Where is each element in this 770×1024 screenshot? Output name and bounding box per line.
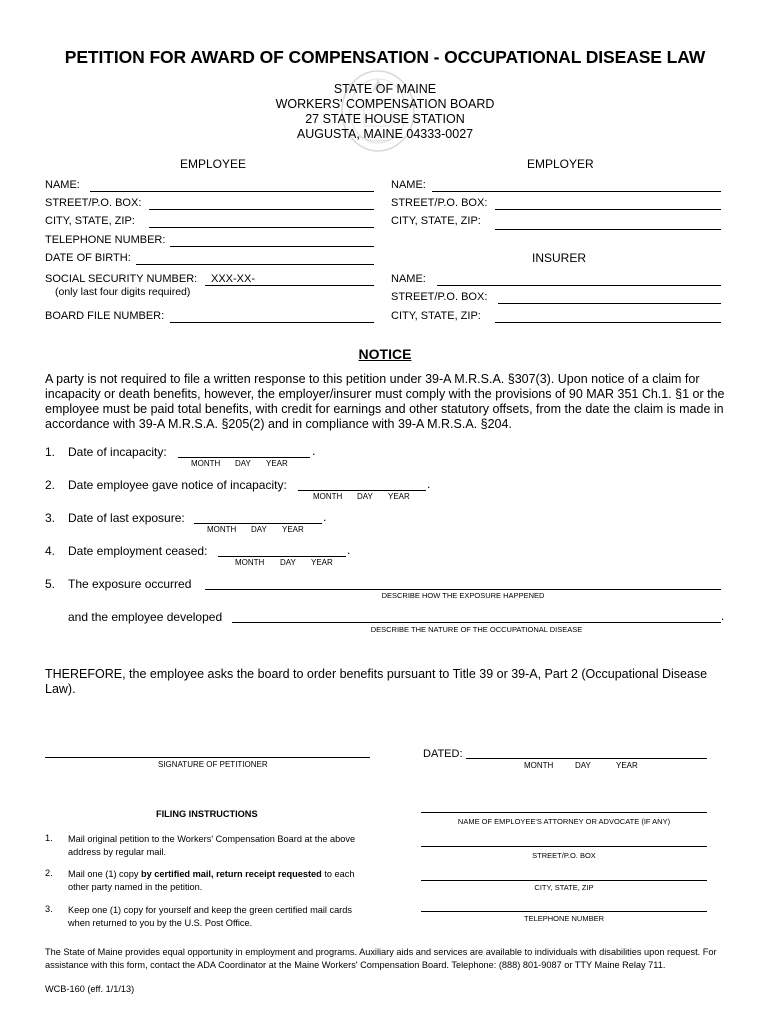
disease-developed-label: and the employee developed bbox=[68, 610, 223, 624]
filing-item-1-number: 1. bbox=[45, 833, 53, 843]
date-month-label: MONTH bbox=[207, 525, 237, 534]
attorney-city-field[interactable] bbox=[421, 880, 707, 881]
item-4-period: . bbox=[347, 543, 351, 557]
dated-field[interactable] bbox=[466, 758, 707, 759]
filing-item-3-number: 3. bbox=[45, 904, 53, 914]
date-year-label: YEAR bbox=[282, 525, 304, 534]
item-2-number: 2. bbox=[45, 478, 56, 492]
employer-city-label: CITY, STATE, ZIP: bbox=[391, 215, 481, 227]
filing-item-1-text: Mail original petition to the Workers' Compensation Board at the above address by regular mail. bbox=[68, 834, 356, 857]
date-day-label: DAY bbox=[251, 525, 267, 534]
employer-name-label: NAME: bbox=[391, 179, 426, 191]
employer-street-label: STREET/P.O. BOX: bbox=[391, 197, 488, 209]
date-month-label: MONTH bbox=[235, 558, 265, 567]
date-last-exposure-field[interactable] bbox=[194, 523, 322, 524]
exposure-occurred-label: The exposure occurred bbox=[68, 577, 192, 591]
employee-ssn-label: SOCIAL SECURITY NUMBER: bbox=[45, 273, 198, 285]
item-5-number: 5. bbox=[45, 577, 56, 591]
item-2-period: . bbox=[427, 477, 431, 491]
board-file-field[interactable] bbox=[170, 322, 374, 323]
date-month-label: MONTH bbox=[191, 459, 221, 468]
date-year-label: YEAR bbox=[311, 558, 333, 567]
insurer-heading: INSURER bbox=[532, 251, 587, 265]
therefore-statement: THEREFORE, the employee asks the board to order benefits pursuant to Title 39 or 39-A, Part 2 (Occupational Disease Law). bbox=[45, 667, 708, 696]
filing-item-2-part-c: to each other party named in the petition. bbox=[68, 869, 355, 892]
item-3-number: 3. bbox=[45, 511, 56, 525]
attorney-street-field[interactable] bbox=[421, 846, 707, 847]
employee-city-field[interactable] bbox=[149, 227, 374, 228]
attorney-phone-field[interactable] bbox=[421, 911, 707, 912]
employee-heading: EMPLOYEE bbox=[180, 157, 247, 171]
date-day-label: DAY bbox=[235, 459, 251, 468]
employee-ssn-value[interactable]: XXX-XX- bbox=[211, 273, 256, 285]
dated-label: DATED: bbox=[423, 748, 463, 760]
form-title: PETITION FOR AWARD OF COMPENSATION - OCCUPATIONAL DISEASE LAW bbox=[64, 47, 706, 67]
date-employment-ceased-field[interactable] bbox=[218, 556, 346, 557]
item-4-number: 4. bbox=[45, 544, 56, 558]
agency-line-2: WORKERS' COMPENSATION BOARD bbox=[275, 97, 495, 111]
employer-heading: EMPLOYER bbox=[527, 157, 594, 171]
attorney-name-field[interactable] bbox=[421, 812, 707, 813]
date-of-incapacity-field[interactable] bbox=[178, 457, 310, 458]
attorney-street-caption: STREET/P.O. BOX bbox=[532, 851, 596, 860]
exposure-description-field[interactable] bbox=[205, 589, 721, 590]
date-day-label: DAY bbox=[280, 558, 296, 567]
employee-ssn-field[interactable] bbox=[205, 285, 374, 286]
board-file-label: BOARD FILE NUMBER: bbox=[45, 310, 165, 322]
employee-street-label: STREET/P.O. BOX: bbox=[45, 197, 142, 209]
signature-caption: SIGNATURE OF PETITIONER bbox=[158, 760, 268, 769]
notice-heading: NOTICE bbox=[358, 346, 412, 362]
filing-instructions-heading: FILING INSTRUCTIONS bbox=[156, 809, 258, 819]
date-month-label: MONTH bbox=[524, 761, 554, 770]
form-id: WCB-160 (eff. 1/1/13) bbox=[45, 984, 135, 994]
attorney-phone-caption: TELEPHONE NUMBER bbox=[523, 914, 604, 923]
insurer-name-label: NAME: bbox=[391, 273, 426, 285]
employee-phone-label: TELEPHONE NUMBER: bbox=[45, 234, 166, 246]
disease-description-field[interactable] bbox=[232, 622, 721, 623]
date-day-label: DAY bbox=[575, 761, 591, 770]
equal-opportunity-statement: The State of Maine provides equal opportunity in employment and programs. Auxiliary aids and services are available to individuals with disabilities upon request. For assistance with this form, contact the ADA Coordinator at the Maine Workers' Compensation Board. Telephone: (888) 801-9087 or TTY Maine Relay 711. bbox=[45, 947, 717, 970]
state-seal-watermark bbox=[338, 66, 418, 156]
insurer-city-field[interactable] bbox=[495, 322, 721, 323]
insurer-street-field[interactable] bbox=[498, 303, 721, 304]
item-1-period: . bbox=[312, 444, 316, 458]
notice-text: A party is not required to file a written response to this petition under 39-A M.R.S.A. §307(3). Upon notice of a claim for incapacity or death benefits, however, the employer/insurer must comply with the provisions of 90 MAR 351 Ch.1. §1 or the employee must be paid total benefits, with credit for earnings and other statutory offsets, from the date the claim is made in accordance with 39-A M.R.S.A. §205(2) and in compliance with 39-A M.R.S.A. §204. bbox=[45, 372, 725, 431]
exposure-description-caption: DESCRIBE HOW THE EXPOSURE HAPPENED bbox=[381, 591, 545, 600]
date-year-label: YEAR bbox=[616, 761, 638, 770]
insurer-street-label: STREET/P.O. BOX: bbox=[391, 291, 488, 303]
date-day-label: DAY bbox=[357, 492, 373, 501]
employee-phone-field[interactable] bbox=[170, 246, 374, 247]
employee-ssn-note: (only last four digits required) bbox=[55, 286, 191, 298]
agency-line-3: 27 STATE HOUSE STATION bbox=[305, 112, 465, 126]
item-1-number: 1. bbox=[45, 445, 56, 459]
employer-street-field[interactable] bbox=[495, 209, 721, 210]
filing-item-2-emphasis: by certified mail, return receipt requested bbox=[141, 869, 322, 879]
employee-dob-field[interactable] bbox=[136, 264, 374, 265]
employee-name-label: NAME: bbox=[45, 179, 80, 191]
date-of-incapacity-label: Date of incapacity: bbox=[68, 445, 167, 459]
agency-line-4: AUGUSTA, MAINE 04333-0027 bbox=[296, 127, 474, 141]
date-last-exposure-label: Date of last exposure: bbox=[68, 511, 185, 525]
attorney-city-caption: CITY, STATE, ZIP bbox=[534, 883, 594, 892]
employer-city-field[interactable] bbox=[495, 229, 721, 230]
date-employment-ceased-label: Date employment ceased: bbox=[68, 544, 208, 558]
date-year-label: YEAR bbox=[388, 492, 410, 501]
insurer-city-label: CITY, STATE, ZIP: bbox=[391, 310, 481, 322]
signature-field[interactable] bbox=[45, 757, 370, 758]
disease-description-caption: DESCRIBE THE NATURE OF THE OCCUPATIONAL DISEASE bbox=[370, 625, 583, 634]
agency-line-1: STATE OF MAINE bbox=[333, 82, 437, 96]
item-6-period: . bbox=[721, 609, 725, 623]
filing-item-2-number: 2. bbox=[45, 868, 53, 878]
filing-item-2-text bbox=[68, 868, 368, 894]
employee-name-field[interactable] bbox=[90, 191, 374, 192]
item-3-period: . bbox=[323, 510, 327, 524]
date-notice-field[interactable] bbox=[298, 490, 426, 491]
employee-dob-label: DATE OF BIRTH: bbox=[45, 252, 131, 264]
insurer-name-field[interactable] bbox=[437, 285, 721, 286]
filing-item-2-part-a: Mail one (1) copy bbox=[68, 869, 142, 879]
employee-street-field[interactable] bbox=[149, 209, 374, 210]
filing-item-3-text: Keep one (1) copy for yourself and keep the green certified mail cards when returned to you by the U.S. Post Office. bbox=[68, 905, 352, 928]
date-month-label: MONTH bbox=[313, 492, 343, 501]
date-year-label: YEAR bbox=[266, 459, 288, 468]
attorney-name-caption: NAME OF EMPLOYEE'S ATTORNEY OR ADVOCATE (IF ANY) bbox=[457, 817, 671, 826]
employee-city-label: CITY, STATE, ZIP: bbox=[45, 215, 135, 227]
employer-name-field[interactable] bbox=[432, 191, 721, 192]
date-notice-label: Date employee gave notice of incapacity: bbox=[68, 478, 287, 492]
